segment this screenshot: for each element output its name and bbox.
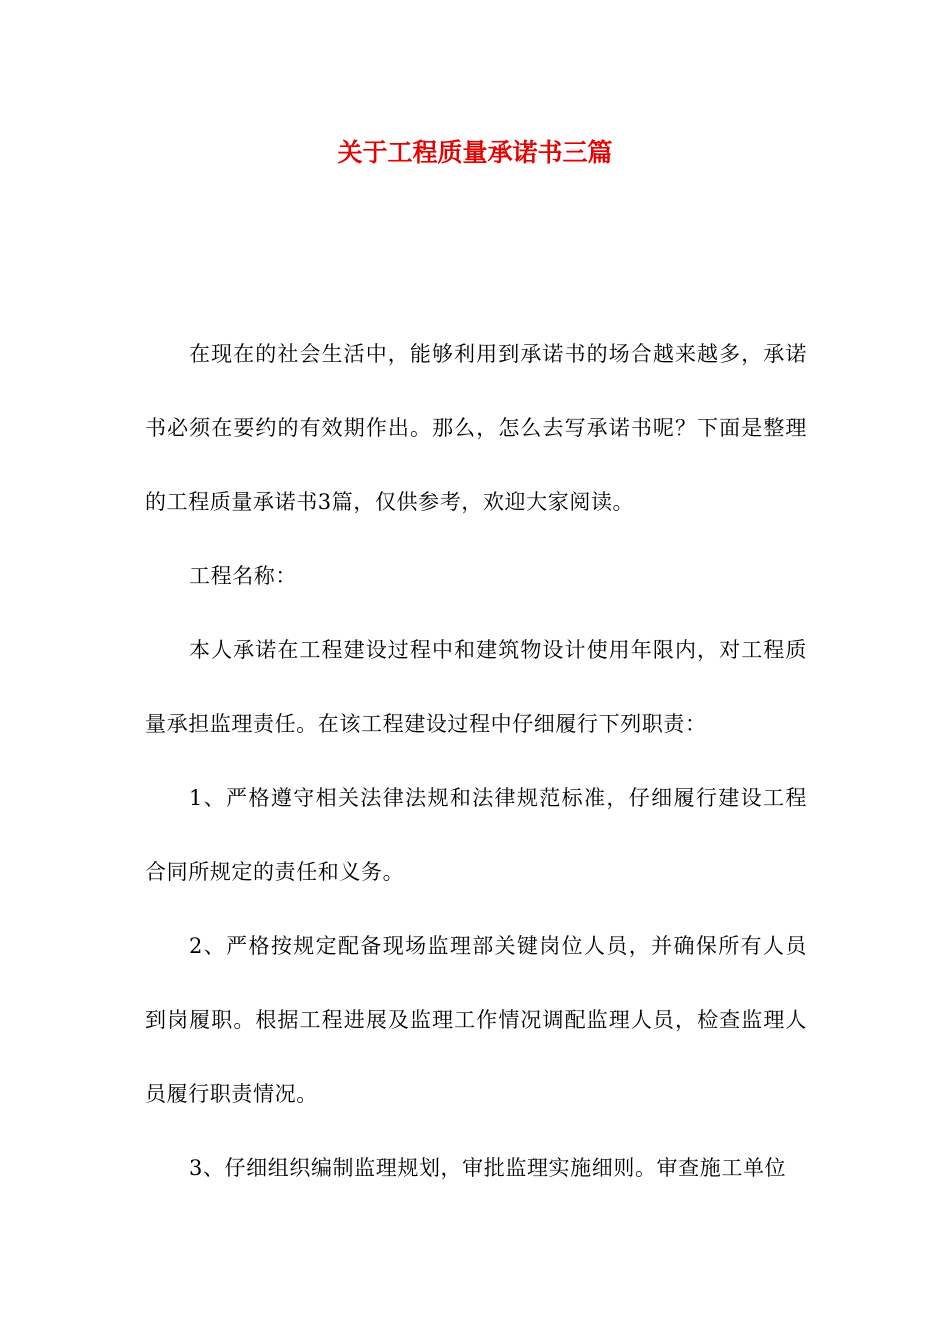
document-body xyxy=(145,317,807,1205)
paragraph-commitment: 本人承诺在工程建设过程中和建筑物设计使用年限内，对工程质量承担监理责任。在该工程建设过程中仔细履行下列职责： xyxy=(145,638,807,736)
paragraph-item-3: 3、仔细组织编制监理规划，审批监理实施细则。审查施工单位 xyxy=(189,1156,787,1180)
document-title: 关于工程质量承诺书三篇 xyxy=(337,138,613,167)
paragraph-item-1: 1、严格遵守相关法律法规和法律规范标准，仔细履行建设工程合同所规定的责任和义务。 xyxy=(145,786,807,884)
paragraph-item-2: 2、严格按规定配备现场监理部关键岗位人员，并确保所有人员到岗履职。根据工程进展及监理工作情况调配监理人员，检查监理人员履行职责情况。 xyxy=(145,934,807,1106)
paragraph-intro: 在现在的社会生活中，能够利用到承诺书的场合越来越多，承诺书必须在要约的有效期作出。那么，怎么去写承诺书呢？下面是整理的工程质量承诺书3篇，仅供参考，欢迎大家阅读。 xyxy=(145,342,807,514)
paragraph-project-name: 工程名称： xyxy=(189,564,297,588)
